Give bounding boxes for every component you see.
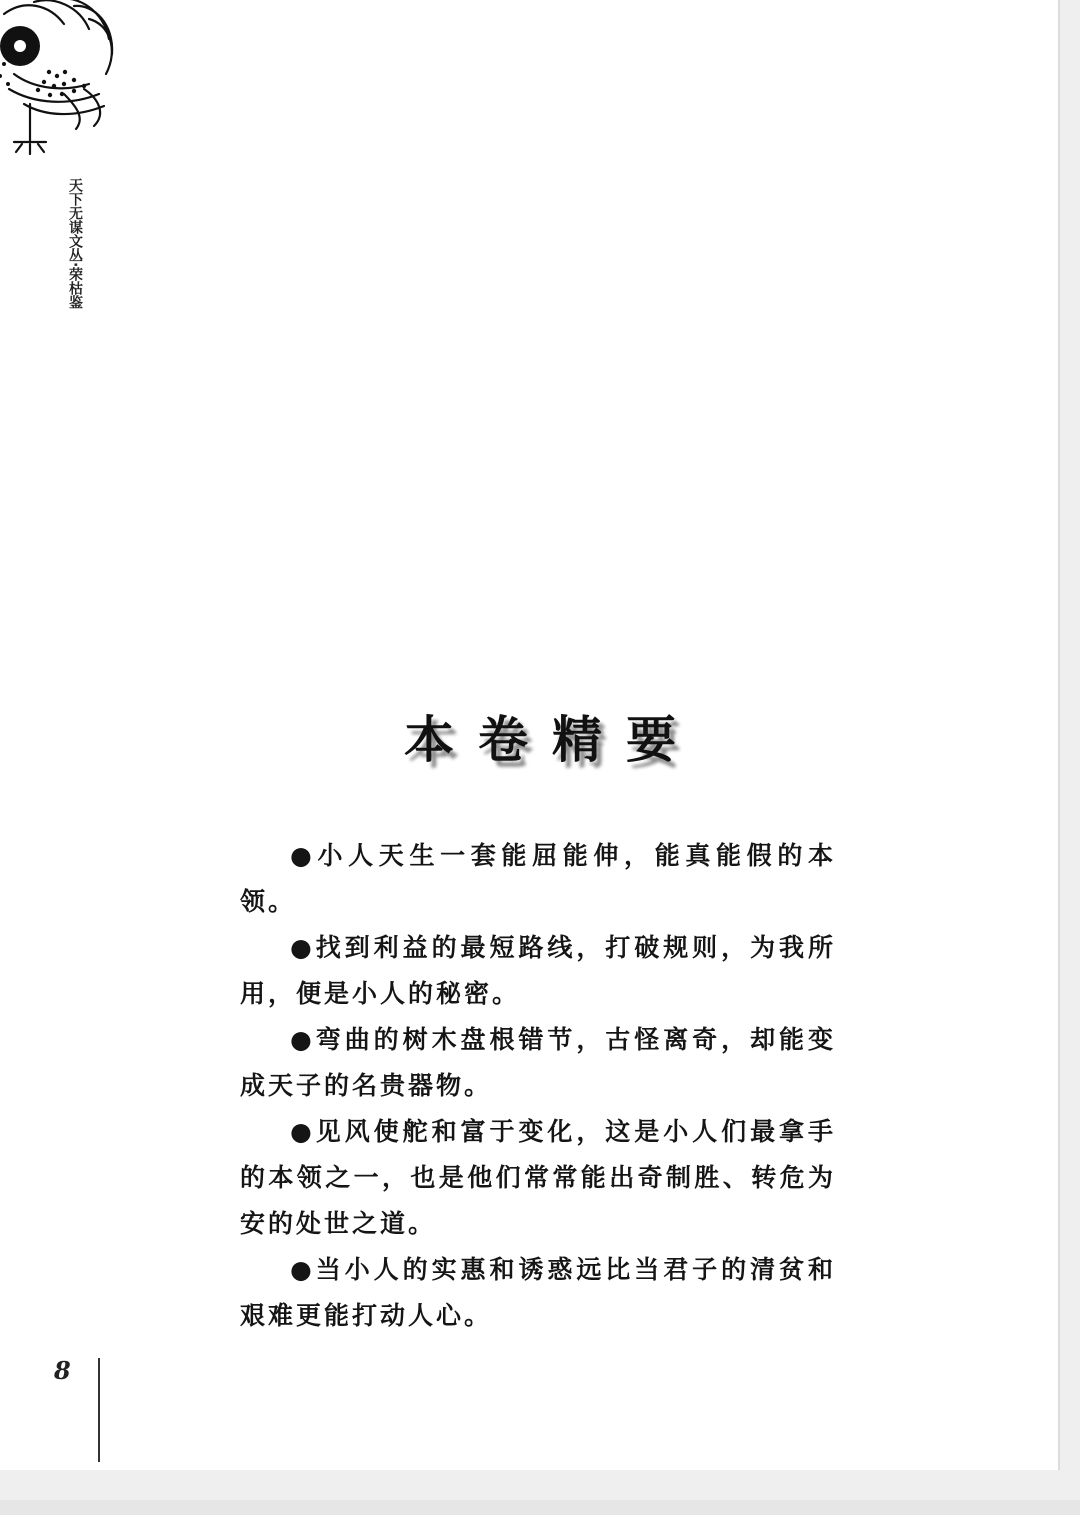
summary-point: ●见风使舵和富于变化，这是小人们最拿手的本领之一，也是他们常常能出奇制胜、转危为安的处世之道。 — [240, 1117, 836, 1238]
series-label: 天下无谋文丛·荣枯鉴 — [67, 178, 83, 310]
phoenix-woodcut-icon — [0, 0, 134, 159]
background-strip — [0, 1500, 1080, 1515]
summary-point: ●当小人的实惠和诱惑远比当君子的清贫和艰难更能打动人心。 — [240, 1255, 836, 1330]
page-edge — [1058, 0, 1060, 1470]
page-number: 8 — [54, 1356, 71, 1385]
summary-point: ●小人天生一套能屈能伸，能真能假的本领。 — [240, 841, 836, 916]
folio-rule — [98, 1358, 100, 1462]
summary-point: ●弯曲的树木盘根错节，古怪离奇，却能变成天子的名贵器物。 — [240, 1025, 836, 1100]
summary-point: ●找到利益的最短路线，打破规则，为我所用，便是小人的秘密。 — [240, 933, 836, 1008]
summary-list — [240, 833, 836, 1339]
section-title: 本卷精要 — [404, 710, 700, 769]
